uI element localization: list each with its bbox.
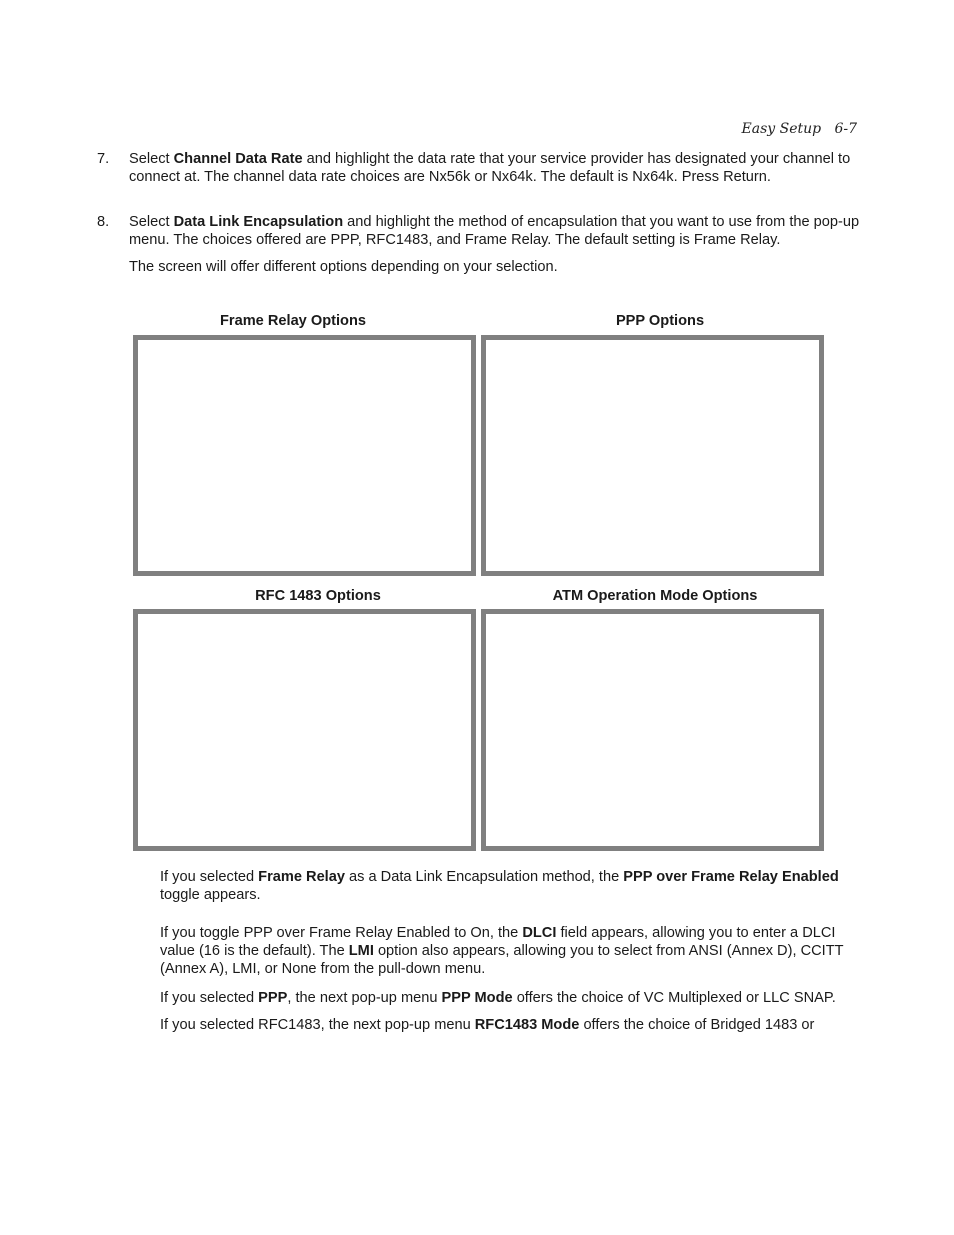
term-frame-relay: Frame Relay [258, 869, 345, 885]
term-ppp-over-frame-relay: PPP over Frame Relay Enabled [623, 869, 839, 885]
figure-title-atm: ATM Operation Mode Options [552, 588, 758, 604]
figure-title-frame-relay: Frame Relay Options [220, 313, 366, 329]
atm-screen [481, 609, 824, 851]
figure-title-rfc1483: RFC 1483 Options [255, 588, 381, 604]
running-header [742, 120, 858, 138]
page-number: 6-7 [834, 121, 857, 137]
note-dlci: If you toggle PPP over Frame Relay Enabled to On, the DLCI field appears, allowing you to enter a DLCI value (16 is the default). The LMI option also appears, allowing you to select from ANSI (Annex D), CCITT (Annex A), LMI, or None from the pull-down menu. [160, 925, 844, 977]
step-7 [97, 150, 867, 186]
note-rfc1483: If you selected RFC1483, the next pop-up menu RFC1483 Mode offers the choice of Bridged 1483 or [160, 1017, 815, 1033]
term-data-link-encapsulation: Data Link Encapsulation [173, 214, 344, 230]
term-channel-data-rate: Channel Data Rate [173, 151, 303, 167]
frame-relay-screen [133, 335, 476, 576]
note-frame-relay: If you selected Frame Relay as a Data Link Encapsulation method, the PPP over Frame Relay Enabled toggle appears. [160, 869, 839, 903]
ppp-screen [481, 335, 824, 576]
intro-note: The screen will offer different options depending on your selection. [129, 259, 558, 275]
note-ppp: If you selected PPP, the next pop-up menu PPP Mode offers the choice of VC Multiplexed or LLC SNAP. [160, 990, 836, 1006]
step-8 [97, 213, 867, 249]
term-rfc1483-mode: RFC1483 Mode [474, 1017, 580, 1033]
step-number: 8. [97, 214, 110, 230]
figure-title-ppp: PPP Options [615, 313, 705, 329]
term-dlci: DLCI [522, 925, 557, 941]
rfc1483-screen [133, 609, 476, 851]
step-number: 7. [97, 151, 110, 167]
term-ppp-mode: PPP Mode [441, 990, 513, 1006]
section-title: Easy Setup [741, 121, 822, 137]
step-text: Select Data Link Encapsulation and highlight the method of encapsulation that you want to use from the pop-up menu. The choices offered are PPP, RFC1483, and Frame Relay. The default setting is Frame Relay. [129, 214, 860, 248]
term-ppp: PPP [258, 990, 288, 1006]
term-lmi: LMI [348, 943, 374, 959]
step-text: Select Channel Data Rate and highlight the data rate that your service provider has designated your channel to connect at. The channel data rate choices are Nx56k or Nx64k. The default is Nx64k. Press Return. [129, 151, 851, 185]
